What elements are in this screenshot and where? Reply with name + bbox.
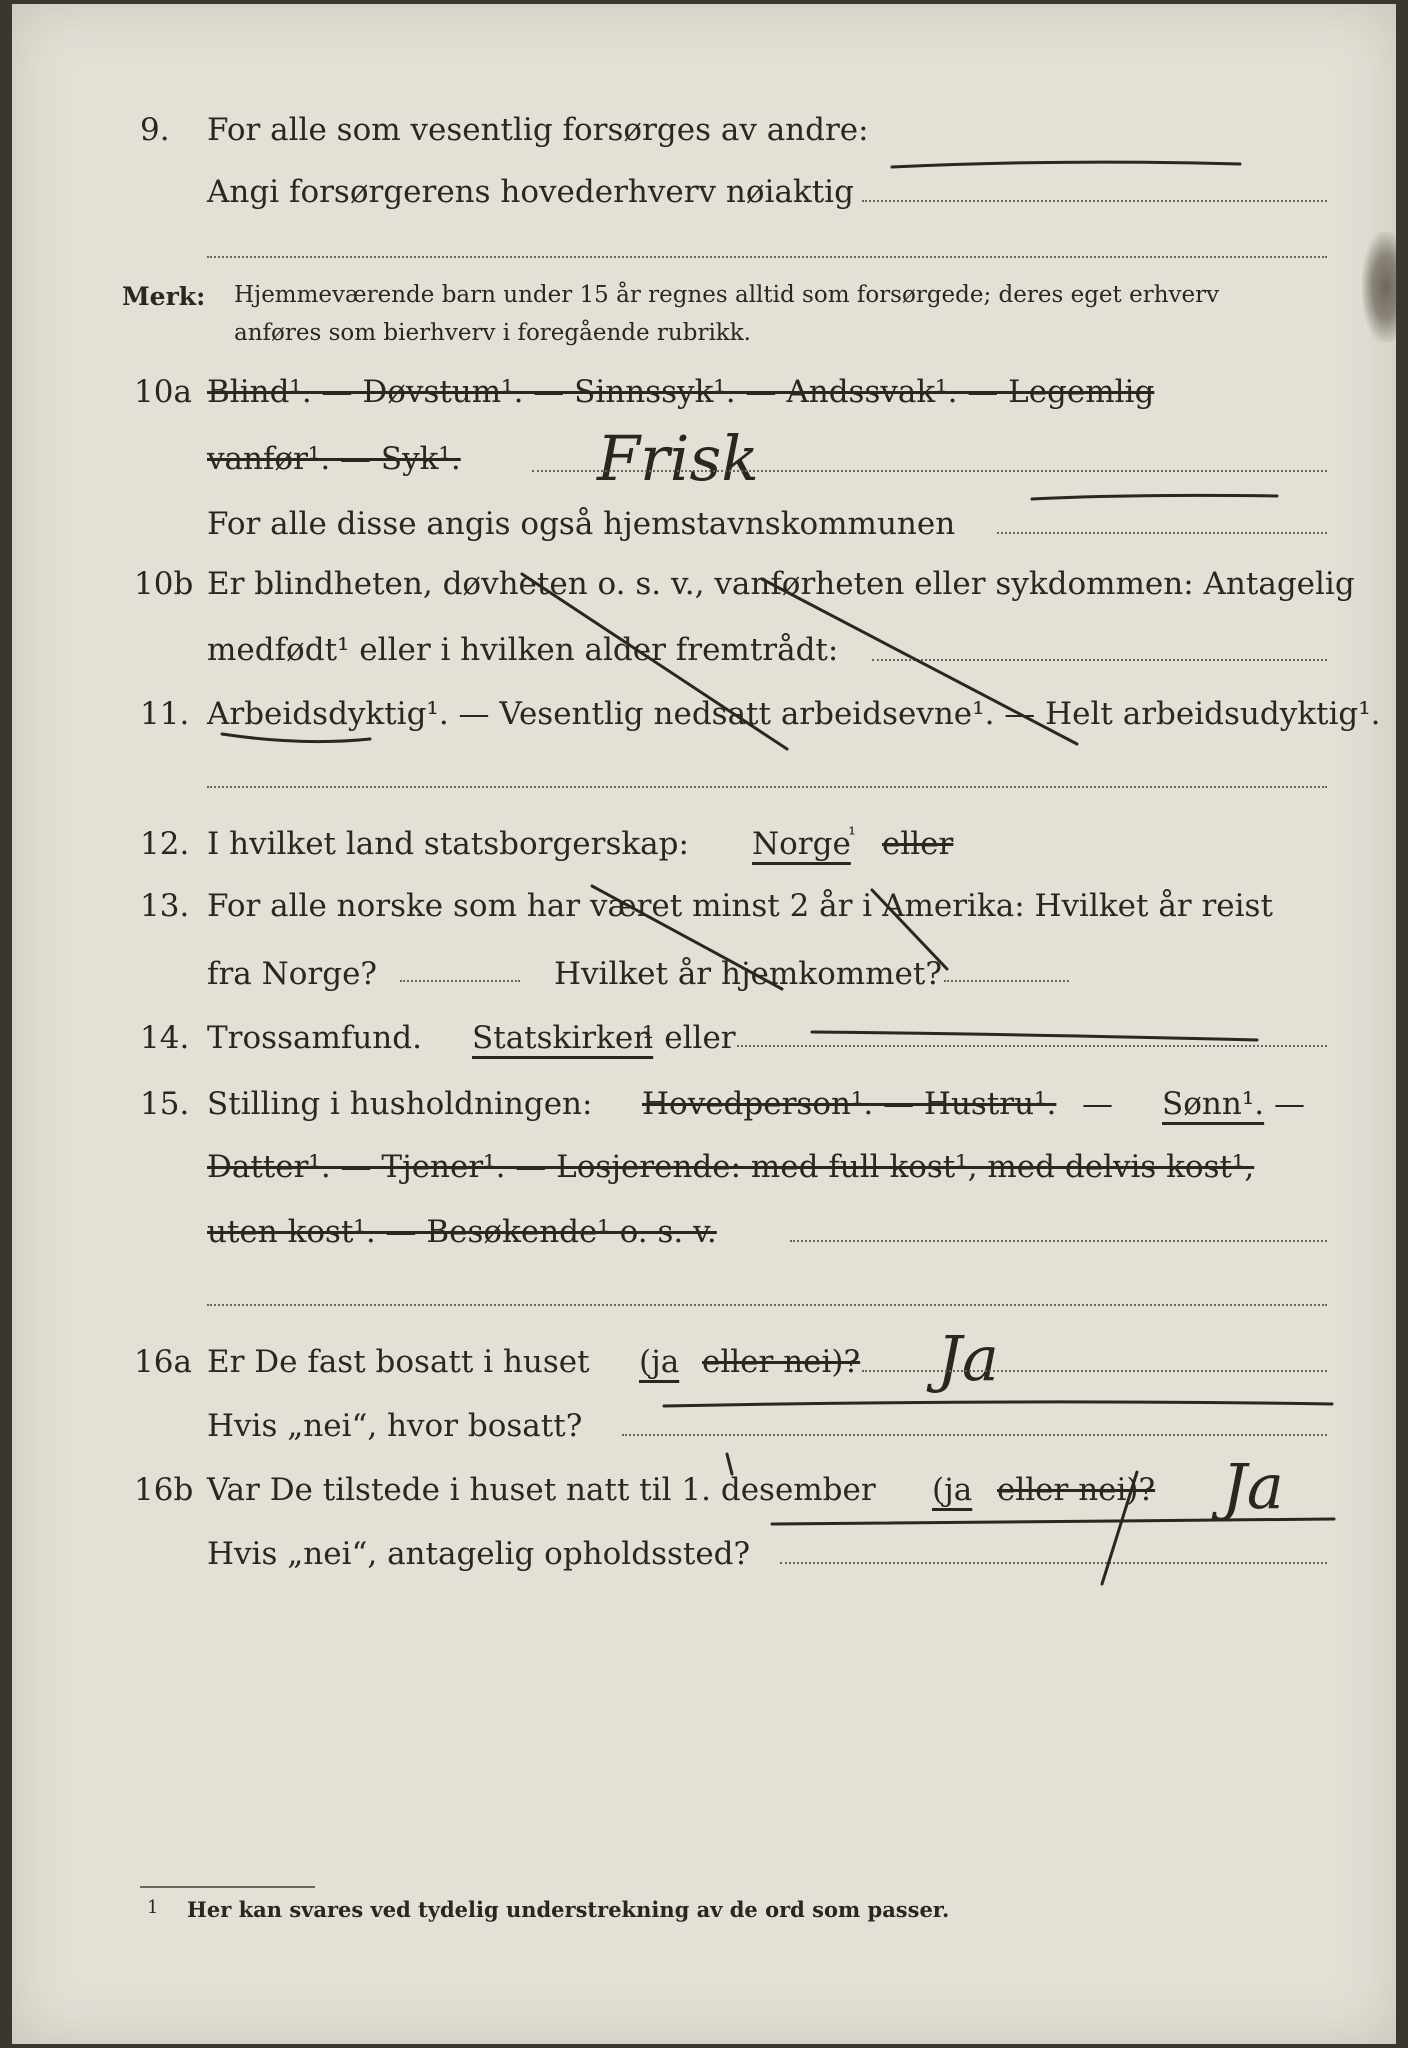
q10b-question-line-1: Er blindheten, døvheten o. s. v., vanførheten eller sykdommen: Antagelig xyxy=(207,566,1355,602)
census-form-page xyxy=(12,4,1396,2044)
q12-question: I hvilket land statsborgerskap: xyxy=(207,826,689,862)
q10a-options-line-1: Blind¹. — Døvstum¹. — Sinnssyk¹. — Andssvak¹. — Legemlig xyxy=(207,374,1155,410)
merk-note-line-2: anføres som bierhverv i foregående rubrikk. xyxy=(234,320,751,346)
q9-pen-stroke xyxy=(892,162,1240,167)
q14-tail: ¹ eller xyxy=(642,1020,736,1056)
q13-diagonal-stroke-1 xyxy=(592,886,782,989)
q16a-question: Er De fast bosatt i huset xyxy=(207,1344,590,1380)
q12-struck-word: eller xyxy=(882,826,954,862)
q14-pen-stroke xyxy=(812,1032,1257,1040)
q10a-number: 10a xyxy=(134,374,192,410)
q16b-handwritten-answer: Ja xyxy=(1222,1450,1284,1523)
q15-struck-line-2: Datter¹. — Tjener¹. — Losjerende: med full kost¹, med delvis kost¹, xyxy=(207,1149,1255,1185)
q15-dash: — xyxy=(1082,1086,1113,1122)
q13-diagonal-stroke-2 xyxy=(872,890,947,969)
q11-number: 11. xyxy=(140,696,190,732)
q15-number: 15. xyxy=(140,1086,190,1122)
q10b-question-line-2: medfødt¹ eller i hvilken alder fremtrådt: xyxy=(207,632,839,668)
q9-occupation-label: Angi forsørgerens hovederhverv nøiaktig xyxy=(207,174,854,210)
q10b-diagonal-stroke-1 xyxy=(522,574,787,749)
q10b-diagonal-stroke-2 xyxy=(762,579,1077,744)
q9-question: For alle som vesentlig forsørges av andre: xyxy=(207,112,869,148)
q16b-descender-stroke xyxy=(1102,1472,1137,1584)
q10b-number: 10b xyxy=(134,566,194,602)
q13-left-label: fra Norge? xyxy=(207,956,378,992)
q14-answer: Statskirken xyxy=(472,1020,654,1056)
q16a-number: 16a xyxy=(134,1344,192,1380)
merk-note-line-1: Hjemmeværende barn under 15 år regnes alltid som forsørgede; deres eget erhverv xyxy=(234,282,1220,308)
q10a-handwritten-answer: Frisk xyxy=(597,422,759,495)
q11-selected-option: Arbeidsdyktig xyxy=(207,696,427,732)
q12-footnote-mark: ¹ xyxy=(848,822,857,846)
q13-number: 13. xyxy=(140,888,190,924)
q11-other-options: ¹. — Vesentlig nedsatt arbeidsevne¹. — Helt arbeidsudyktig¹. xyxy=(426,696,1381,732)
q15-struck-line-3: uten kost¹. — Besøkende¹ o. s. v. xyxy=(207,1214,717,1250)
q14-number: 14. xyxy=(140,1020,190,1056)
footnote-text: Her kan svares ved tydelig understrekning av de ord som passer. xyxy=(187,1897,950,1922)
q13-return-label: Hvilket år hjemkommet? xyxy=(554,956,942,992)
q16a-where-label: Hvis „nei“, hvor bosatt? xyxy=(207,1408,583,1444)
footnote-marker: 1 xyxy=(147,1897,159,1918)
q12-number: 12. xyxy=(140,826,190,862)
q16b-question: Var De tilstede i huset natt til 1. desember xyxy=(207,1472,876,1508)
q9-number: 9. xyxy=(140,112,170,148)
q16a-handwritten-answer: Ja xyxy=(937,1322,999,1395)
q16b-tick-stroke xyxy=(727,1454,732,1474)
q15-question: Stilling i husholdningen: xyxy=(207,1086,593,1122)
q14-question: Trossamfund. xyxy=(207,1020,422,1056)
q16a-yes-option: (ja xyxy=(639,1344,680,1380)
q10a-municipality-pen-stroke xyxy=(1032,495,1277,499)
q16a-pen-stroke xyxy=(664,1402,1332,1406)
q12-answer: Norge xyxy=(752,826,851,862)
q16b-number: 16b xyxy=(134,1472,194,1508)
q10a-home-municipality-label: For alle disse angis også hjemstavnskommunen xyxy=(207,506,956,542)
q11-underline-stroke xyxy=(222,734,370,742)
q16b-where-label: Hvis „nei“, antagelig opholdssted? xyxy=(207,1536,751,1572)
q16b-struck-option: eller nei)? xyxy=(997,1472,1156,1508)
handwriting-strokes xyxy=(12,4,1396,2044)
q15-struck-options: Hovedperson¹. — Hustru¹. xyxy=(642,1086,1057,1122)
q13-question: For alle norske som har været minst 2 år i Amerika: Hvilket år reist xyxy=(207,888,1273,924)
q10a-options-line-2: vanfør¹. — Syk¹. xyxy=(207,441,461,477)
q16b-pen-stroke xyxy=(772,1519,1334,1524)
q15-dash-after: — xyxy=(1274,1086,1305,1122)
merk-label: Merk: xyxy=(122,282,206,311)
q16a-struck-option: eller nei)? xyxy=(702,1344,861,1380)
q15-answer: Sønn¹. xyxy=(1162,1086,1265,1122)
q16b-yes-option: (ja xyxy=(932,1472,973,1508)
